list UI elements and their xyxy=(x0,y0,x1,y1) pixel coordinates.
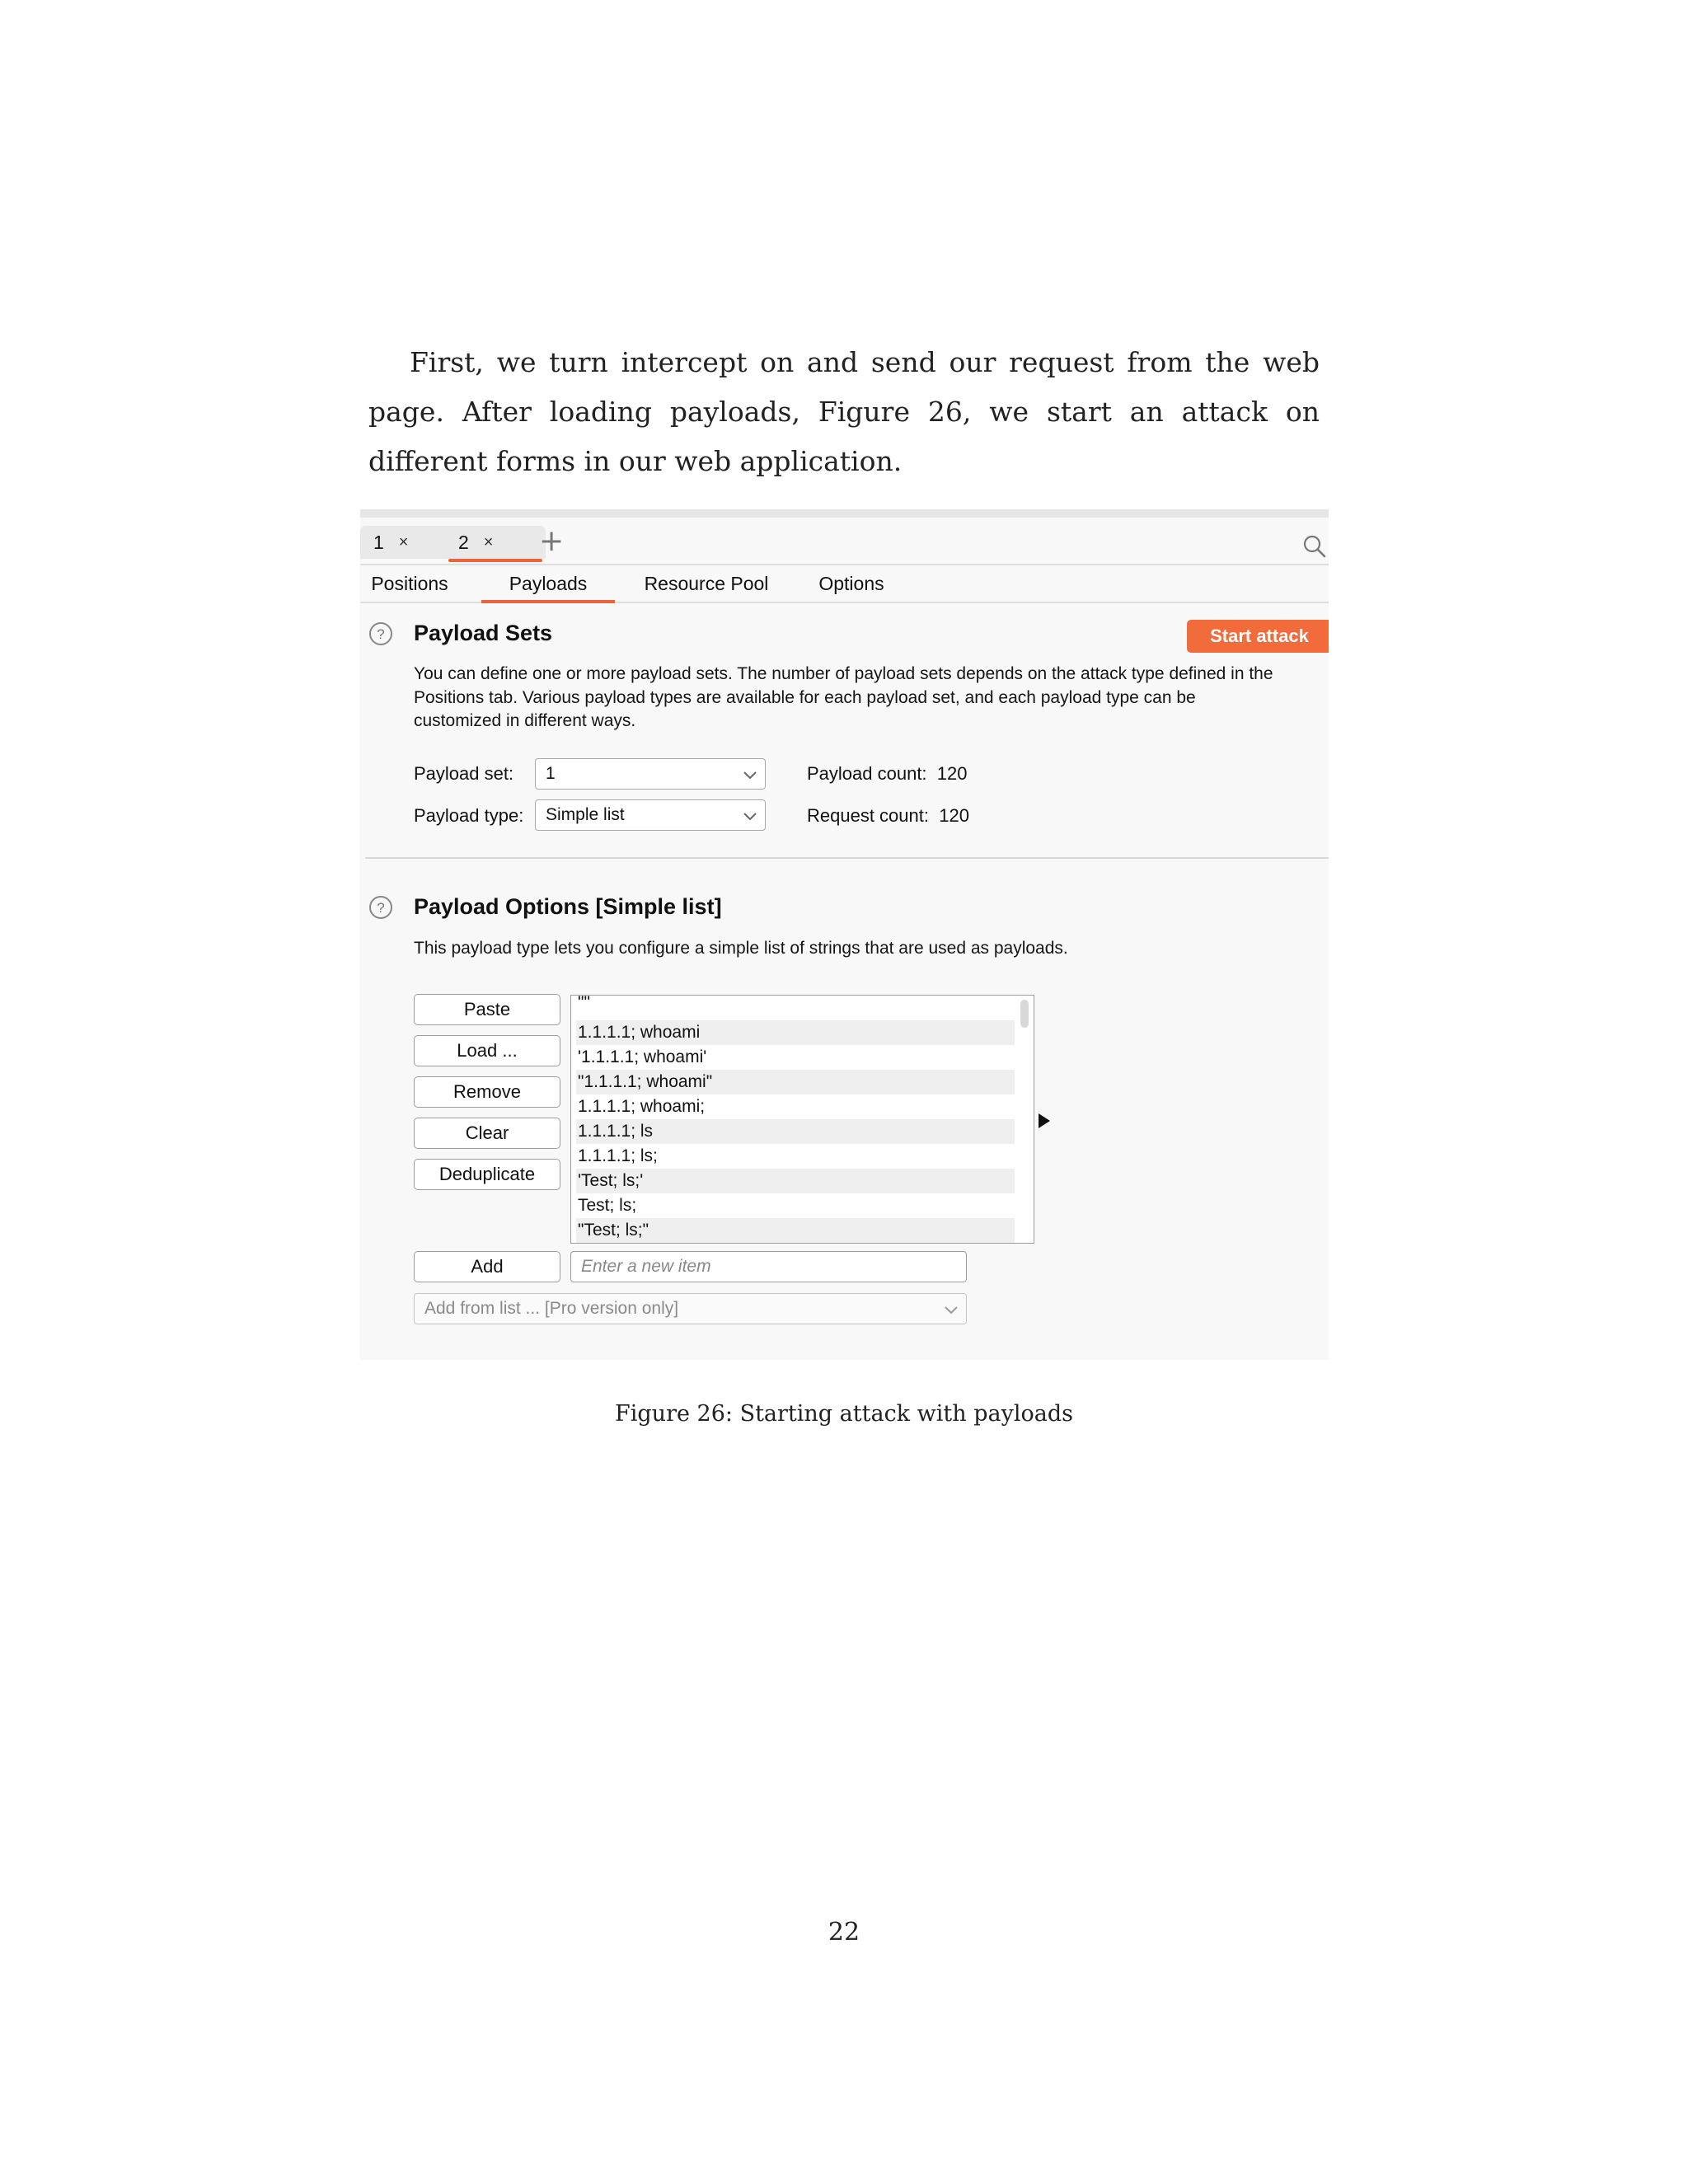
chevron-down-icon xyxy=(943,1301,959,1318)
payload-sets-title: Payload Sets xyxy=(414,621,553,645)
request-tab-label: 1 xyxy=(373,531,384,553)
tab-payloads[interactable]: Payloads xyxy=(481,565,615,602)
intruder-subtabs xyxy=(360,565,1329,603)
request-count xyxy=(807,805,969,827)
payload-type-value: Simple list xyxy=(546,805,625,824)
list-item[interactable]: Test; ls; xyxy=(578,1196,637,1215)
chevron-down-icon xyxy=(742,808,758,824)
burp-intruder-screenshot xyxy=(360,509,1329,1360)
close-icon[interactable]: × xyxy=(483,532,494,551)
list-item[interactable]: '1.1.1.1; whoami' xyxy=(578,1047,707,1066)
load-button[interactable]: Load ... xyxy=(414,1035,560,1066)
help-icon[interactable] xyxy=(368,621,393,646)
request-tab-label: 2 xyxy=(458,531,469,553)
start-attack-button[interactable]: Start attack xyxy=(1187,620,1329,653)
payload-list[interactable] xyxy=(570,995,1034,1244)
deduplicate-button[interactable]: Deduplicate xyxy=(414,1159,560,1190)
remove-button[interactable]: Remove xyxy=(414,1076,560,1108)
payload-set-select[interactable] xyxy=(535,758,766,790)
tab-resource-pool[interactable]: Resource Pool xyxy=(644,572,769,594)
tab-options[interactable]: Options xyxy=(818,572,884,594)
payload-set-label: Payload set: xyxy=(414,763,514,784)
payload-set-value: 1 xyxy=(546,764,556,783)
tab-positions[interactable]: Positions xyxy=(371,572,448,594)
search-icon[interactable] xyxy=(1302,534,1327,559)
request-count-label: Request count: xyxy=(807,805,929,826)
payload-options-title: Payload Options [Simple list] xyxy=(414,894,722,919)
payload-count xyxy=(807,763,968,785)
payload-type-label: Payload type: xyxy=(414,805,524,826)
list-item[interactable]: "1.1.1.1; whoami" xyxy=(576,1070,1015,1094)
list-item[interactable]: 'Test; ls;' xyxy=(576,1169,1015,1193)
payload-count-value: 120 xyxy=(936,763,968,784)
description-line: Positions tab. Various payload types are available for each payload set, and each payload type can be xyxy=(414,687,1196,707)
figure-caption: Figure 26: Starting attack with payloads xyxy=(615,1401,1073,1427)
help-icon[interactable] xyxy=(368,895,393,920)
request-tabs-row xyxy=(360,518,1329,565)
new-item-input[interactable]: Enter a new item xyxy=(570,1251,967,1282)
payload-options-description: This payload type lets you configure a simple list of strings that are used as payloads. xyxy=(414,939,1068,958)
list-item[interactable]: 1.1.1.1; ls; xyxy=(578,1146,658,1165)
payload-count-label: Payload count: xyxy=(807,763,927,784)
svg-text:?: ? xyxy=(377,900,385,916)
chevron-down-icon xyxy=(742,766,758,783)
svg-text:?: ? xyxy=(377,626,385,642)
description-line: customized in different ways. xyxy=(414,711,636,730)
play-arrow-icon[interactable] xyxy=(1036,1111,1053,1131)
request-count-value: 120 xyxy=(939,805,969,826)
new-tab-plus-icon[interactable]: + xyxy=(539,524,565,558)
payload-type-select[interactable] xyxy=(535,799,766,831)
list-scrollbar[interactable] xyxy=(1020,1000,1029,1028)
paragraph-text: First, we turn intercept on and send our request from the web page. After loading payloads, Figure 26, we start an attack on different forms in our web application. xyxy=(368,346,1320,477)
request-tab-1[interactable] xyxy=(360,526,459,559)
list-item[interactable]: 1.1.1.1; whoami xyxy=(576,1020,1015,1045)
description-line: You can define one or more payload sets. The number of payload sets depends on the attack type defined in the xyxy=(414,664,1273,683)
page-number: 22 xyxy=(828,1918,860,1947)
list-item[interactable]: 1.1.1.1; ls xyxy=(576,1119,1015,1144)
payload-sets-description xyxy=(414,663,1329,733)
clear-button[interactable]: Clear xyxy=(414,1118,560,1149)
add-from-list-select[interactable] xyxy=(414,1293,967,1324)
section-divider xyxy=(365,857,1329,859)
body-paragraph xyxy=(368,338,1320,486)
close-icon[interactable]: × xyxy=(398,532,409,551)
paste-button[interactable]: Paste xyxy=(414,994,560,1025)
window-top-strip xyxy=(360,509,1329,518)
request-tab-2[interactable] xyxy=(445,526,546,559)
list-item[interactable]: 1.1.1.1; whoami; xyxy=(578,1097,706,1116)
list-item[interactable]: "" xyxy=(578,995,590,1012)
add-from-list-label: Add from list ... [Pro version only] xyxy=(424,1299,679,1318)
list-item[interactable]: "Test; ls;" xyxy=(576,1218,1015,1243)
add-button[interactable]: Add xyxy=(414,1251,560,1282)
